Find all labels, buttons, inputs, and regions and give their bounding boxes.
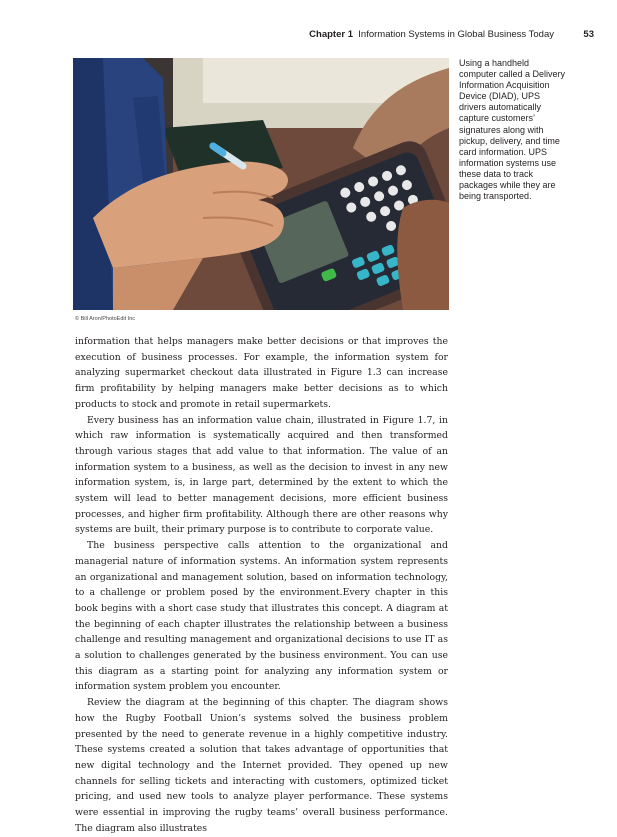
page-number: 53: [583, 29, 594, 40]
paragraph: The business perspective calls attention to the organizational and managerial nature of information systems. An information system represents an organizational and management solution, based on information technology, to a challenge or problem posed by the environment.Every chapter in this book begins with a short case study that illustrates this concept. A diagram at the beginning of each chapter illustrates the relationship between a business challenge and resulting management and organizational decisions to use IT as a solution to challenges generated by the business environment. You can use this diagram as a starting point for analyzing any information system or information system problem you encounter.: [75, 540, 448, 693]
chapter-label: Chapter 1: [309, 29, 353, 40]
photo-credit: © Bill Aron/PhotoEdit Inc: [75, 316, 136, 322]
ups-driver-photo: [73, 58, 449, 310]
photo-caption: Using a handheld computer called a Delivery Information Acquisition Device (DIAD), UPS drivers automatically capture customers’ signatures along with pickup, delivery, and time card information. UPS information systems use these data to track packages while they are being transported.: [459, 58, 566, 202]
paragraph: Every business has an information value chain, illustrated in Figure 1.7, in which raw information is systematically acquired and then transformed through various stages that add value to that information. The value of an information system to a business, as well as the decision to invest in any new information system, is, in large part, determined by the extent to which the system will lead to better management decisions, more efficient business processes, and higher firm profitability. Although there are other reasons why systems are built, their primary purpose is to contribute to corporate value.: [75, 414, 448, 536]
body-text: [75, 334, 448, 837]
chapter-heading: [309, 29, 554, 40]
running-header: [0, 29, 617, 43]
paragraph: Review the diagram at the beginning of this chapter. The diagram shows how the Rugby Football Union’s systems solved the business problem presented by the need to generate revenue in a highly competitive industry. These systems created a solution that takes advantage of opportunities that new digital technology and the Internet provided. They opened up new channels for selling tickets and interacting with customers, optimized ticket pricing, and used new tools to analyze player performance. These systems were essential in improving the rugby teams’ overall business performance. The diagram also illustrates: [75, 697, 448, 834]
paragraph: information that helps managers make better decisions or that improves the execution of business processes. For example, the information system for analyzing supermarket checkout data illustrated in Figure 1.3 can increase firm profitability by helping managers make better decisions as to which products to stock and promote in retail supermarkets.: [75, 336, 448, 410]
chapter-title: Information Systems in Global Business Today: [358, 29, 554, 40]
